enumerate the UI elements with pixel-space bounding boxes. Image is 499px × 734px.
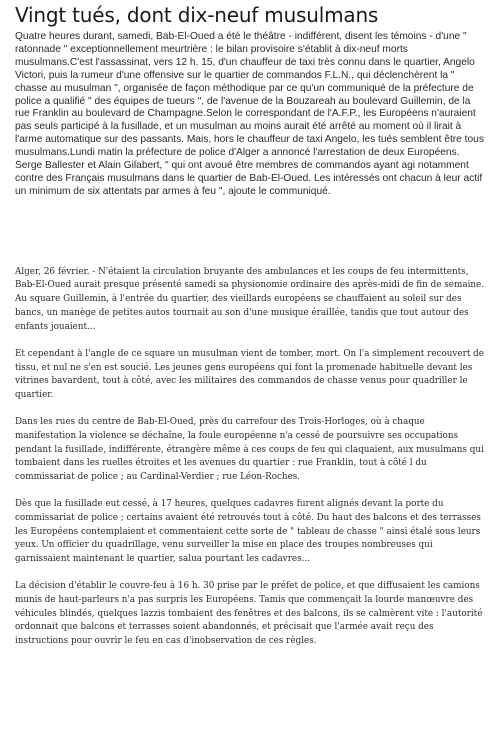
- article-headline: Vingt tués, dont dix-neuf musulmans: [15, 3, 379, 27]
- body-paragraph-1: Alger, 26 février. - N'étaient la circulation bruyante des ambulances et les coups de feu intermittents, Bab-El-Oued aurait presque présenté samedi sa physionomie ordinaire des après-midi de fin de semaine. Au square Guillemin, à l'entrée du quartier, des vieillards européens se chauffaient au soleil sur des bancs, un manège de petites autos tournait au son d'une musique éraillée, tandis que tout autour des enfants jouaient...: [15, 266, 485, 332]
- body-paragraph-2: Et cependant à l'angle de ce square un musulman vient de tomber, mort. On l'a simplement recouvert de tissu, et nul ne s'en est soucié. Les jeunes gens européens qui font la promenade habituelle devant les vitrines bavardent, tout à côté, avec les militaires des commandos de chasse venus pour quadriller le quartier.: [15, 348, 484, 400]
- article-lead: Quatre heures durant, samedi, Bab-El-Oued a été le théâtre - indifférent, disent les témoins - d'une " ratonnade " exceptionnellement meurtrière : le bilan provisoire s'établit à dix-neuf morts musulmans.C'est l'assassinat, vers 12 h. 15, d'un chauffeur de taxi très connu dans le quartier, Angelo Victori, puis la rumeur d'une offensive sur le quartier de commandos F.L.N., qui déclenchèrent la " chasse au musulman ", organisée de façon méthodique par ce qu'un communiqué de la préfecture de police a qualifié " des équipes de tueurs ", de l'avenue de la Bouzareah au boulevard Guillemin, de la rue Franklin au boulevard de Champagne.Selon le correspondant de l'A.F.P., les Européens n'auraient pas seuls participé à la fusillade, et un musulman au moins aurait été arrêté au moment où il lirait à l'arme automatique sur des passants. Mais, hors le chauffeur de taxi Angelo, les tués semblent être tous musulmans.Lundi matin la préfecture de police d'Alger a annoncé l'arrestation de deux Européens. Serge Ballester et Alain Gilabert, " qui ont avoué être membres de commandos ayant agi notamment contre des Français musulmans dans le quartier de Bab-El-Oued. Les intéressés ont chacun à leur actif un minimum de six attentats par armes à feu ", ajoute le communiqué.: [15, 31, 484, 197]
- body-paragraph-4: Dès que la fusillade eut cessé, à 17 heures, quelques cadavres furent alignés devant la porte du commissariat de police ; certains avaient été retrouvés tout à côté. Du haut des balcons et des terrasses les Européens contemplaient et commentaient cette sorte de " tableau de chasse " ainsi étalé sous leurs yeux. Un officier du quadrillage, venu surveiller la mise en place des troupes nombreuses qui garnissaient maintenant le quartier, salua pourtant les cadavres...: [15, 499, 481, 564]
- body-paragraph-5: La décision d'établir le couvre-feu à 16 h. 30 prise par le préfet de police, et que diffusaient les camions munis de haut-parleurs n'a pas surpris les Européens. Tamis que commençait la lourde manœuvre des véhicules blindés, quelques lazzis tombaient des fenêtres et des balcons, ils se calmèrent vite : l'autorité ordonnait que balcons et terrasses soient abandonnés, et précisait que l'armée avait reçu des instructions pour ouvrir le feu en cas d'inobservation de ces règles.: [15, 581, 483, 646]
- article: [15, 0, 485, 662]
- section-gap: [15, 199, 485, 266]
- body-paragraph-3: Dans les rues du centre de Bab-El-Oued, près du carrefour des Trois-Horloges, où à chaque manifestation la violence se déchaîne, la foule européenne n'a cessé de poursuivre ses occupations pendant la fusillade, indifférente, étrangère même à ces coups de feu qui claquaient, aux musulmans qui tombaient dans les ruelles étroites et les avenues du quartier : rue Franklin, tout à côté l du commissariat de police ; au Cardinal-Verdier ; rue Léon-Roches.: [15, 417, 484, 482]
